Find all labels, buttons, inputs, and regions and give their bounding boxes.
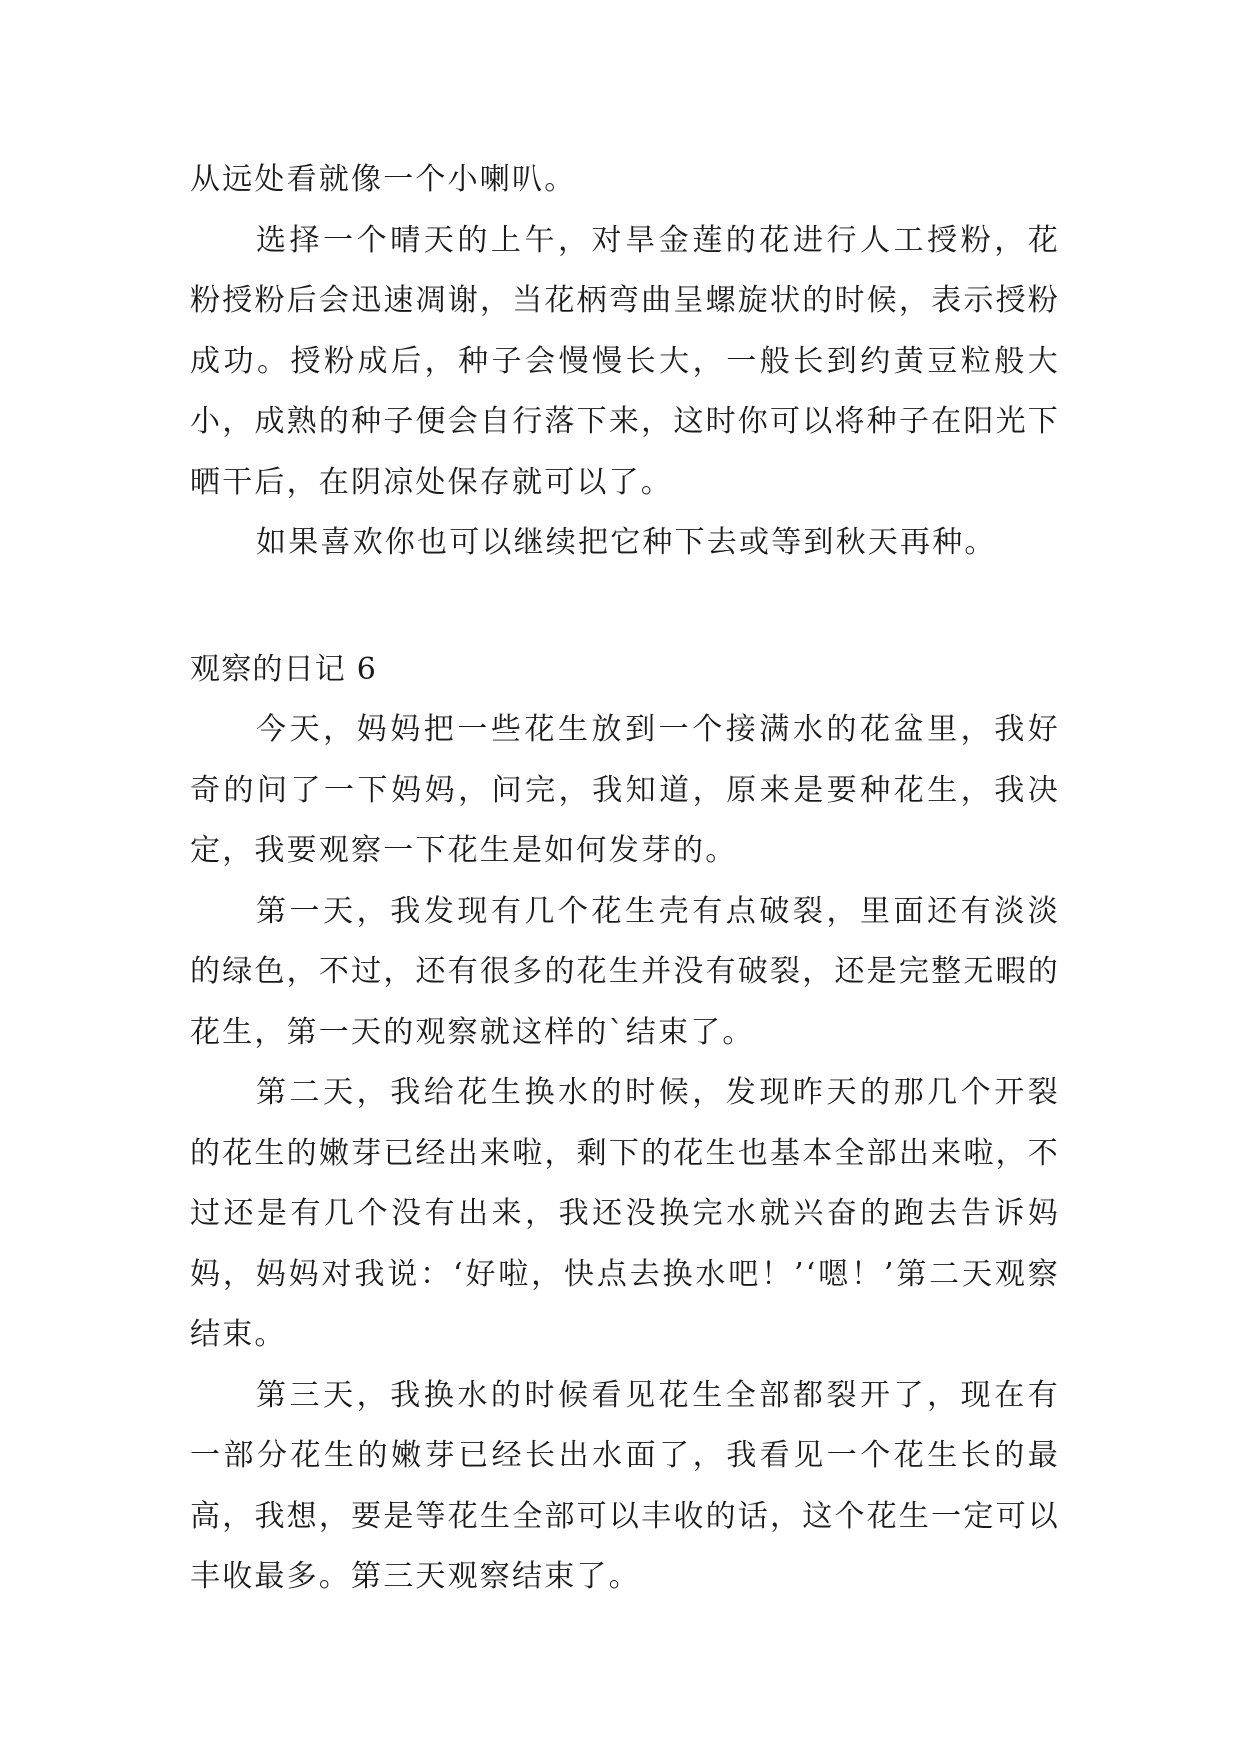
pollination-paragraph: 选择一个晴天的上午，对旱金莲的花进行人工授粉，花粉授粉后会迅速凋谢，当花柄弯曲呈螺旋状的时候，表示授粉成功。授粉成后，种子会慢慢长大，一般长到约黄豆粒般大小，成熟的种子便会自行落下来，这时你可以将种子在阳光下晒干后，在阴凉处保存就可以了。 xyxy=(190,222,1060,500)
intro-paragraph: 今天，妈妈把一些花生放到一个接满水的花盆里，我好奇的问了一下妈妈，问完，我知道，原来是要种花生，我决定，我要观察一下花生是如何发芽的。 xyxy=(190,712,1060,868)
replant-paragraph: 如果喜欢你也可以继续把它种下去或等到秋天再种。 xyxy=(256,525,997,560)
document-body xyxy=(190,150,1060,1608)
section-spacer xyxy=(190,574,1060,640)
section-heading: 观察的日记 6 xyxy=(190,651,378,687)
day-three-paragraph: 第三天，我换水的时候看见花生全部都裂开了，现在有一部分花生的嫩芽已经长出水面了，我看见一个花生长的最高，我想，要是等花生全部可以丰收的话，这个花生一定可以丰收最多。第三天观察结束了。 xyxy=(190,1377,1060,1594)
day-two-paragraph: 第二天，我给花生换水的时候，发现昨天的那几个开裂的花生的嫩芽已经出来啦，剩下的花生也基本全部出来啦，不过还是有几个没有出来，我还没换完水就兴奋的跑去告诉妈妈，妈妈对我说：‘好啦，快点去换水吧！’‘嗯！’第二天观察结束。 xyxy=(190,1075,1060,1352)
day-one-paragraph: 第一天，我发现有几个花生壳有点破裂，里面还有淡淡的绿色，不过，还有很多的花生并没有破裂，还是完整无暇的花生，第一天的观察就这样的`结束了。 xyxy=(190,893,1060,1050)
continuation-paragraph: 从远处看就像一个小喇叭。 xyxy=(190,162,577,197)
